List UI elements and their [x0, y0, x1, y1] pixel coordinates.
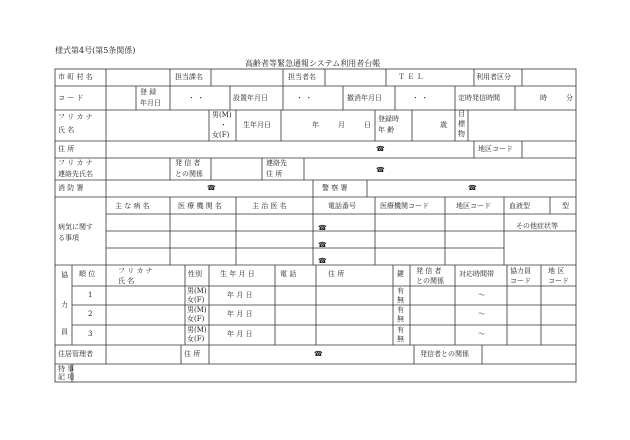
contact-addr-label-2: 住 所 — [266, 170, 283, 178]
helper-key-none-2: 無 — [397, 315, 404, 323]
medical-label-2: る事項 — [58, 234, 79, 242]
helper-code-header-2: コード — [510, 277, 531, 285]
helper-female-1: 女(F) — [187, 296, 205, 304]
staff-dept-label: 担当課名 — [175, 73, 203, 81]
male-label: 男(M) — [212, 111, 232, 119]
other-symptoms-label: その他症状等 — [516, 222, 558, 230]
form-number: 様式第4号(第5条関係) — [55, 46, 136, 55]
helper-time-3: ～ — [478, 330, 485, 338]
phone-icon: ☎ — [318, 257, 327, 265]
helper-code-header: 協力員 — [510, 267, 531, 275]
helper-key-has-3: 有 — [397, 326, 404, 334]
helper-birth-1: 年 月 日 — [227, 291, 253, 299]
helper-key-none-3: 無 — [397, 335, 404, 343]
reg-date-label: 登 録 — [140, 88, 157, 96]
furigana-label: フ リ カ ナ — [58, 113, 93, 121]
manager-rel-label: 発信者との関係 — [420, 350, 469, 358]
sex-dot: ・ — [220, 121, 227, 129]
helpers-label-2: 力 — [61, 301, 68, 309]
blood-type-header: 血液型 — [509, 202, 530, 210]
helper-rel-header: 発 信 者 — [416, 267, 442, 275]
municipality-label: 市 町 村 名 — [58, 73, 93, 81]
birth-year: 年 — [312, 121, 319, 129]
blood-type-unit: 型 — [562, 202, 569, 210]
name-label: 氏 名 — [58, 126, 75, 134]
doctor-header: 主 治 医 名 — [252, 202, 287, 210]
helper-key-has-1: 有 — [397, 287, 404, 295]
phone-icon: ☎ — [468, 184, 477, 192]
helpers-label-1: 協 — [61, 271, 68, 279]
address-label: 住 所 — [58, 145, 75, 153]
install-date-label: 設置年月日 — [233, 94, 268, 102]
helper-male-3: 男(M) — [187, 326, 207, 334]
birth-month: 月 — [338, 121, 345, 129]
code-label: コ ー ド — [58, 94, 84, 102]
sex-header: 性別 — [188, 270, 202, 278]
helper-birth-2: 年 月 日 — [227, 310, 253, 318]
phone-icon: ☎ — [207, 184, 216, 192]
reg-age-label-2: 年 齢 — [378, 126, 395, 134]
birth-day: 日 — [364, 121, 371, 129]
helper-time-1: ～ — [478, 291, 485, 299]
target-label-3: 物 — [458, 130, 465, 138]
helper-male-2: 男(M) — [187, 306, 207, 314]
helper-order-3: 3 — [88, 330, 93, 338]
key-header: 鍵 — [397, 270, 404, 278]
helper-male-1: 男(M) — [187, 287, 207, 295]
helper-address-header: 住 所 — [328, 270, 345, 278]
helper-order-1: 1 — [88, 291, 93, 299]
female-label: 女(F) — [212, 131, 230, 139]
area-code-header: 地区コード — [456, 202, 491, 210]
fire-station-label: 消 防 署 — [58, 184, 84, 192]
reg-age-label: 登録時 — [378, 115, 399, 123]
disease-header: 主 な 病 名 — [115, 202, 150, 210]
removal-date-label: 撤消年月日 — [347, 94, 382, 102]
order-header: 順 位 — [79, 270, 96, 278]
helper-rel-header-2: との関係 — [416, 277, 444, 285]
helper-furigana-header: フ リ カ ナ — [118, 267, 153, 275]
phone-header: 電話番号 — [328, 202, 356, 210]
helper-area-header: 地 区 — [548, 267, 565, 275]
reg-date-label-2: 年月日 — [140, 99, 161, 107]
contact-name-label: 連絡先氏名 — [58, 170, 93, 178]
phone-icon: ☎ — [318, 224, 327, 232]
special-notes-label: 特 事 — [58, 365, 75, 373]
form-title: 高齢者等緊急通報システム利用者台帳 — [245, 59, 381, 68]
helper-birth-3: 年 月 日 — [227, 330, 253, 338]
helper-order-2: 2 — [88, 310, 93, 318]
helper-key-none-1: 無 — [397, 296, 404, 304]
special-notes-label-2: 記 項 — [58, 373, 75, 381]
reg-date-dots: ・ ・ — [188, 94, 205, 102]
police-label: 警 察 署 — [322, 184, 348, 192]
caller-rel-label-2: との関係 — [175, 170, 203, 178]
helper-key-has-2: 有 — [397, 306, 404, 314]
helper-birth-header: 生 年 月 日 — [220, 270, 255, 278]
age-unit: 歳 — [440, 121, 447, 129]
helpers-label-3: 員 — [61, 328, 68, 336]
hour-label: 時 — [540, 94, 547, 102]
manager-label: 住居管理者 — [58, 350, 93, 358]
contact-addr-label: 連絡先 — [266, 159, 287, 167]
install-date-dots: ・ ・ — [296, 94, 313, 102]
periodic-time-label: 定時発信時間 — [458, 94, 500, 102]
medical-label: 病気に関す — [58, 223, 93, 231]
target-label-2: 標 — [458, 120, 465, 128]
time-header: 対応時間帯 — [459, 270, 494, 278]
institution-code-header: 医療機関コード — [380, 202, 429, 210]
removal-date-dots: ・ ・ — [412, 94, 429, 102]
minute-label: 分 — [566, 94, 573, 102]
phone-icon: ☎ — [318, 241, 327, 249]
helper-phone-header: 電 話 — [280, 270, 297, 278]
caller-rel-label: 発 信 者 — [175, 159, 201, 167]
phone-icon: ☎ — [314, 350, 323, 358]
helper-female-2: 女(F) — [187, 315, 205, 323]
tel-label: Ｔ Ｅ Ｌ — [398, 73, 424, 81]
helper-name-header: 氏 名 — [118, 277, 135, 285]
manager-address-label: 住 所 — [184, 350, 201, 358]
staff-name-label: 担当者名 — [288, 73, 316, 81]
helper-time-2: ～ — [478, 310, 485, 318]
helper-area-header-2: コード — [548, 277, 569, 285]
institution-header: 医 療 機 関 名 — [178, 202, 222, 210]
target-label-1: 目 — [458, 110, 465, 118]
area-code-label: 地区コード — [478, 145, 513, 153]
helper-female-3: 女(F) — [187, 335, 205, 343]
user-category-label: 利用者区分 — [476, 73, 511, 81]
contact-furigana-label: フ リ カ ナ — [58, 159, 93, 167]
phone-icon: ☎ — [376, 166, 385, 174]
phone-icon: ☎ — [376, 145, 385, 153]
birth-label: 生年月日 — [243, 121, 271, 129]
